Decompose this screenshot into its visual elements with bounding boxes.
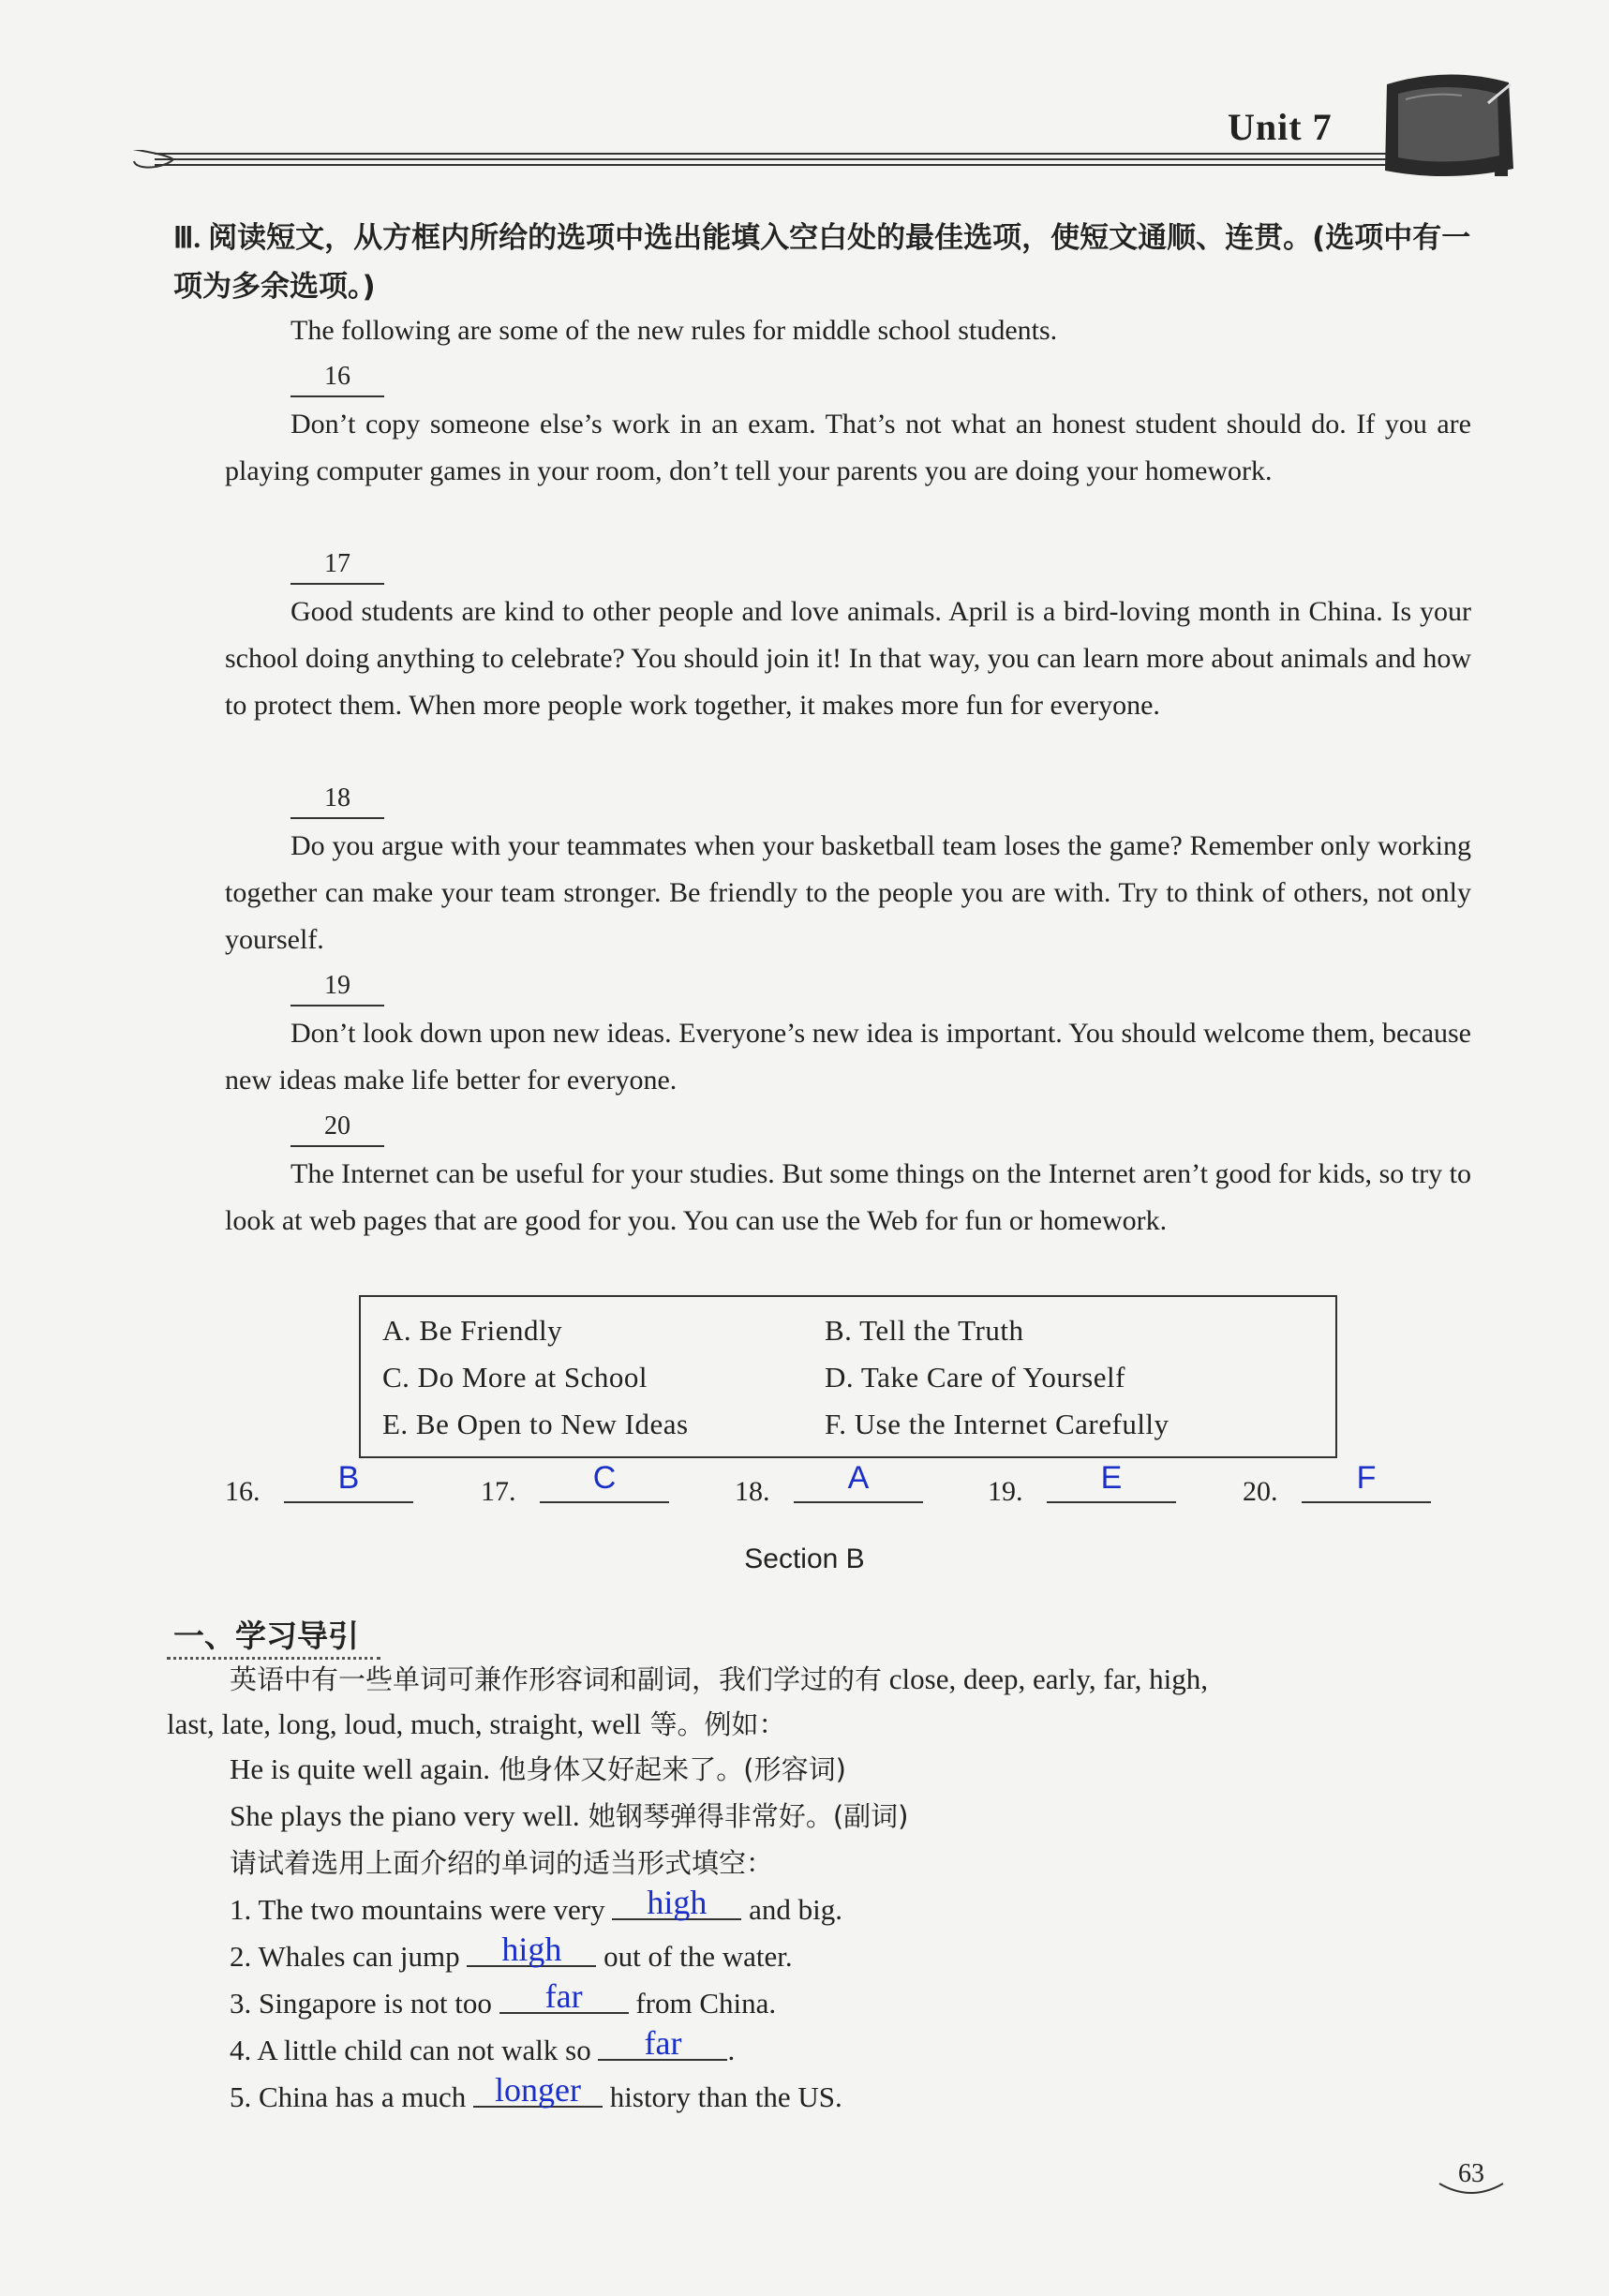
exercise-1 — [230, 1884, 842, 1931]
exercise-3-text-end: from China. — [628, 1987, 777, 2020]
answer-line — [1047, 1501, 1176, 1503]
exercise-1-text: 1. The two mountains were very — [230, 1893, 613, 1926]
exercise-2-text-end: out of the water. — [596, 1940, 793, 1973]
answer-line — [284, 1501, 413, 1503]
answer-20[interactable]: F — [1356, 1460, 1377, 1496]
exercise-1-text-end: and big. — [741, 1893, 842, 1926]
option-d: D. Take Care of Yourself — [825, 1361, 1125, 1394]
option-a: A. Be Friendly — [382, 1314, 563, 1347]
answer-18[interactable]: A — [847, 1460, 870, 1496]
exercise-5 — [230, 2071, 842, 2118]
guide-title: 一、学习导引 — [173, 1618, 359, 1654]
exercise-2-text: 2. Whales can jump — [230, 1940, 468, 1973]
option-b: B. Tell the Truth — [825, 1314, 1024, 1347]
page-number: 63 — [1458, 2159, 1484, 2188]
answer-label-18: 18. — [735, 1476, 770, 1507]
answer-line — [540, 1501, 669, 1503]
passage-blank-19: 19 — [291, 967, 384, 1006]
guide-intro-words-2: last, late, long, loud, much, straight, well — [167, 1707, 642, 1740]
example-2-en: She plays the piano very well. — [230, 1799, 580, 1832]
task-instruction: 请试着选用上面介绍的单词的适当形式填空： — [230, 1847, 774, 1879]
option-c: C. Do More at School — [382, 1361, 648, 1394]
option-e: E. Be Open to New Ideas — [382, 1408, 689, 1440]
section-b-title: Section B — [744, 1543, 865, 1574]
passage-paragraph-2: Good students are kind to other people and love animals. April is a bird-loving month in China. Is your school doing anything to celebrate? You should join it! In that way, you can learn more about animals and how to protect them. When more people work together, it makes more fun for everyone. — [225, 596, 1471, 721]
answer-label-17: 17. — [481, 1476, 516, 1507]
exercise-3-text: 3. Singapore is not too — [230, 1987, 499, 2020]
exercise-5-text-end: history than the US. — [603, 2080, 842, 2113]
answer-label-16: 16. — [225, 1476, 261, 1507]
exercise-3 — [230, 1977, 777, 2024]
answer-line — [794, 1501, 923, 1503]
example-2 — [230, 1796, 909, 1837]
instruction-text: 阅读短文，从方框内所给的选项中选出能填入空白处的最佳选项，使短文通顺、连贯。(选项中有一项为多余选项。) — [173, 221, 1471, 304]
header-rule — [127, 150, 1481, 169]
answer-17[interactable]: C — [592, 1460, 617, 1496]
unit-title: Unit 7 — [1228, 106, 1333, 148]
exercise-5-text: 5. China has a much — [230, 2080, 474, 2113]
passage-paragraph-3: Do you argue with your teammates when your basketball team loses the game? Remember only working together can make your team stronger. Be friendly to the people you are with. Try to think of others, not only yourself. — [225, 830, 1471, 955]
passage-paragraph-5: The Internet can be useful for your studies. But some things on the Internet aren’t good for kids, so try to look at web pages that are good for you. You can use the Web for fun or homework. — [225, 1158, 1471, 1236]
section-instruction — [173, 214, 1485, 311]
example-1-en: He is quite well again. — [230, 1752, 491, 1785]
answer-line — [1302, 1501, 1431, 1503]
tv-icon — [1378, 66, 1518, 187]
passage-blank-20: 20 — [291, 1108, 384, 1147]
guide-intro-cn-2: 等。例如： — [641, 1708, 786, 1740]
exercise-3-answer[interactable]: far — [499, 1980, 629, 2014]
exercise-1-answer[interactable]: high — [612, 1886, 741, 1920]
passage-paragraph-4: Don’t look down upon new ideas. Everyone’s new idea is important. You should welcome them, because new ideas make life better for everyone. — [225, 1018, 1471, 1096]
exercise-2-answer[interactable]: high — [467, 1933, 596, 1967]
answer-19[interactable]: E — [1100, 1460, 1123, 1496]
exercise-4-text-end: . — [727, 2034, 736, 2066]
guide-intro-words: close, deep, early, far, high, — [882, 1662, 1208, 1695]
passage-blank-17: 17 — [291, 545, 384, 585]
exercise-4-text: 4. A little child can not walk so — [230, 2034, 599, 2066]
option-f: F. Use the Internet Carefully — [825, 1408, 1170, 1440]
section-roman-numeral: Ⅲ. — [173, 221, 201, 254]
guide-intro-cn: 英语中有一些单词可兼作形容词和副词，我们学过的有 — [230, 1663, 883, 1695]
answer-label-19: 19. — [988, 1476, 1023, 1507]
exercise-4 — [230, 2024, 736, 2071]
passage-intro: The following are some of the new rules for middle school students. — [291, 315, 1058, 346]
passage-paragraph-1: Don’t copy someone else’s work in an exam. That’s not what an honest student should do. If you are playing computer games in your room, don’t tell your parents you are doing your homework. — [225, 409, 1471, 486]
passage-blank-16: 16 — [291, 358, 384, 397]
example-1-cn: 他身体又好起来了。(形容词) — [490, 1753, 846, 1785]
exercise-5-answer[interactable]: longer — [473, 2074, 603, 2108]
example-1 — [230, 1749, 846, 1790]
guide-intro-line-1 — [230, 1659, 1208, 1700]
passage-blank-18: 18 — [291, 780, 384, 819]
example-2-cn: 她钢琴弹得非常好。(副词) — [579, 1800, 909, 1832]
answer-16[interactable]: B — [337, 1460, 360, 1496]
exercise-4-answer[interactable]: far — [598, 2027, 727, 2061]
guide-intro-line-2 — [167, 1704, 785, 1745]
answer-label-20: 20. — [1243, 1476, 1278, 1507]
exercise-2 — [230, 1931, 793, 1977]
